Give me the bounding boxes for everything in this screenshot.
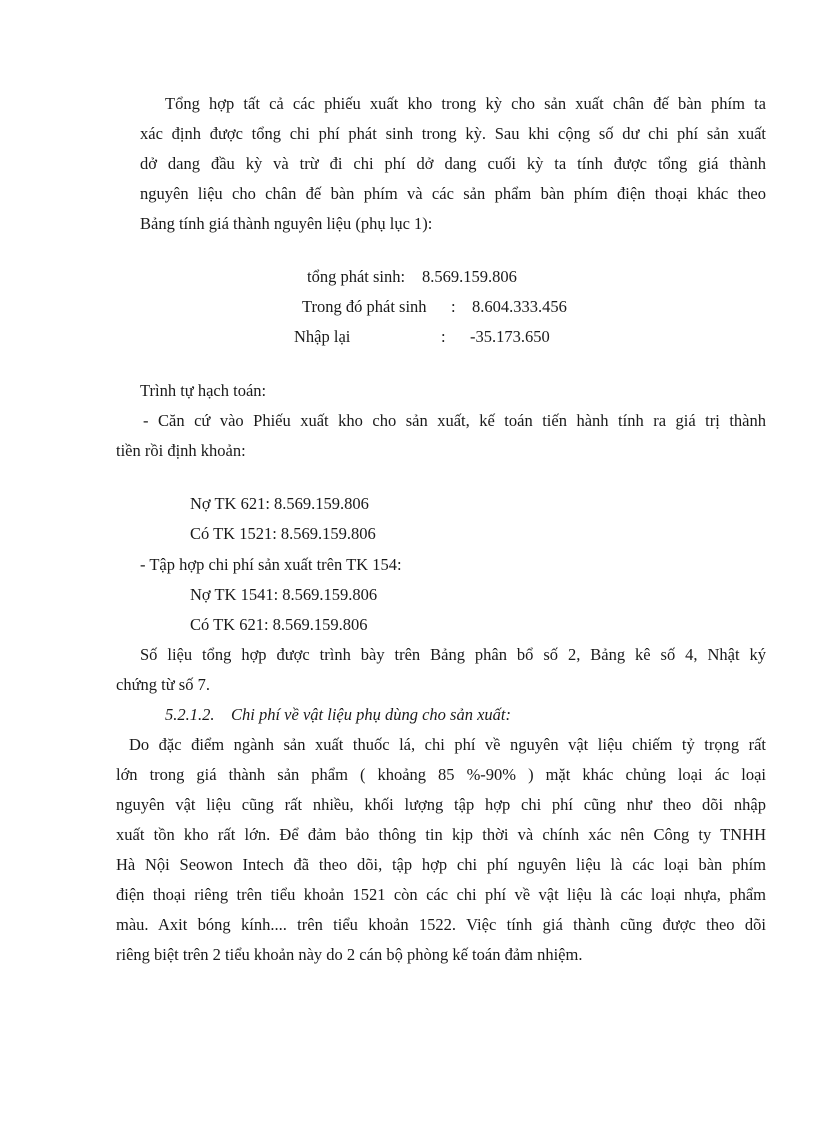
summary-value: -35.173.650 xyxy=(470,327,550,346)
procedure-step: - Tập hợp chi phí sản xuất trên TK 154: xyxy=(140,555,402,574)
summary-label: Nhập lại xyxy=(294,327,351,346)
closing-line: lớn trong giá thành sản phẩm ( khoảng 85 %-90% ) mặt khác chủng loại ác loại xyxy=(116,765,766,784)
summary-value: 8.569.159.806 xyxy=(422,267,517,286)
intro-line: dở dang đầu kỳ và trừ đi chi phí dở dang cuối kỳ ta tính được tổng giá thành xyxy=(140,154,766,173)
intro-line: Tổng hợp tất cả các phiếu xuất kho trong kỳ cho sản xuất chân đế bàn phím ta xyxy=(165,94,766,113)
journal-entry: Nợ TK 621: 8.569.159.806 xyxy=(190,494,369,513)
intro-line: xác định được tổng chi phí phát sinh trong kỳ. Sau khi cộng số dư chi phí sản xuất xyxy=(140,124,766,143)
closing-line: điện thoại riêng trên tiểu khoản 1521 còn các chi phí về vật liệu là các loại nhựa, phẩm xyxy=(116,885,766,904)
summary-value: 8.604.333.456 xyxy=(472,297,567,316)
journal-entry: Nợ TK 1541: 8.569.159.806 xyxy=(190,585,378,604)
closing-line: Do đặc điểm ngành sản xuất thuốc lá, chi phí về nguyên vật liệu chiếm tỷ trọng rất xyxy=(129,735,766,754)
summary-label: Trong đó phát sinh xyxy=(302,297,427,316)
intro-line: nguyên liệu cho chân đế bàn phím và các sản phẩm bàn phím điện thoại khác theo xyxy=(140,184,766,203)
summary-note-line: Số liệu tổng hợp được trình bày trên Bảng phân bổ số 2, Bảng kê số 4, Nhật ký xyxy=(140,645,766,664)
summary-colon: : xyxy=(451,297,456,316)
closing-line: màu. Axit bóng kính.... trên tiểu khoản 1522. Việc tính giá thành cũng được theo dõi xyxy=(116,915,766,934)
intro-line: Bảng tính giá thành nguyên liệu (phụ lục 1): xyxy=(140,214,433,233)
section-heading: 5.2.1.2. Chi phí về vật liệu phụ dùng cho sản xuất: xyxy=(165,705,511,724)
procedure-step: tiền rồi định khoản: xyxy=(116,441,246,460)
journal-entry: Có TK 621: 8.569.159.806 xyxy=(190,615,368,634)
summary-note-line: chứng từ số 7. xyxy=(116,675,210,694)
summary-colon: : xyxy=(441,327,446,346)
procedure-title: Trình tự hạch toán: xyxy=(140,381,267,400)
closing-line: Hà Nội Seowon Intech đã theo dõi, tập hợp chi phí nguyên liệu là các loại bàn phím xyxy=(116,855,766,874)
closing-line: xuất tồn kho rất lớn. Để đảm bảo thông tin kịp thời và chính xác nên Công ty TNHH xyxy=(116,825,766,844)
procedure-step: - Căn cứ vào Phiếu xuất kho cho sản xuất, kế toán tiến hành tính ra giá trị thành xyxy=(143,411,766,430)
summary-label: tổng phát sinh: xyxy=(307,267,406,286)
journal-entry: Có TK 1521: 8.569.159.806 xyxy=(190,524,376,543)
closing-line: riêng biệt trên 2 tiểu khoản này do 2 cán bộ phòng kế toán đảm nhiệm. xyxy=(116,945,583,964)
closing-line: nguyên vật liệu cũng rất nhiều, khối lượng tập hợp chi phí cũng như theo dõi nhập xyxy=(116,795,766,814)
